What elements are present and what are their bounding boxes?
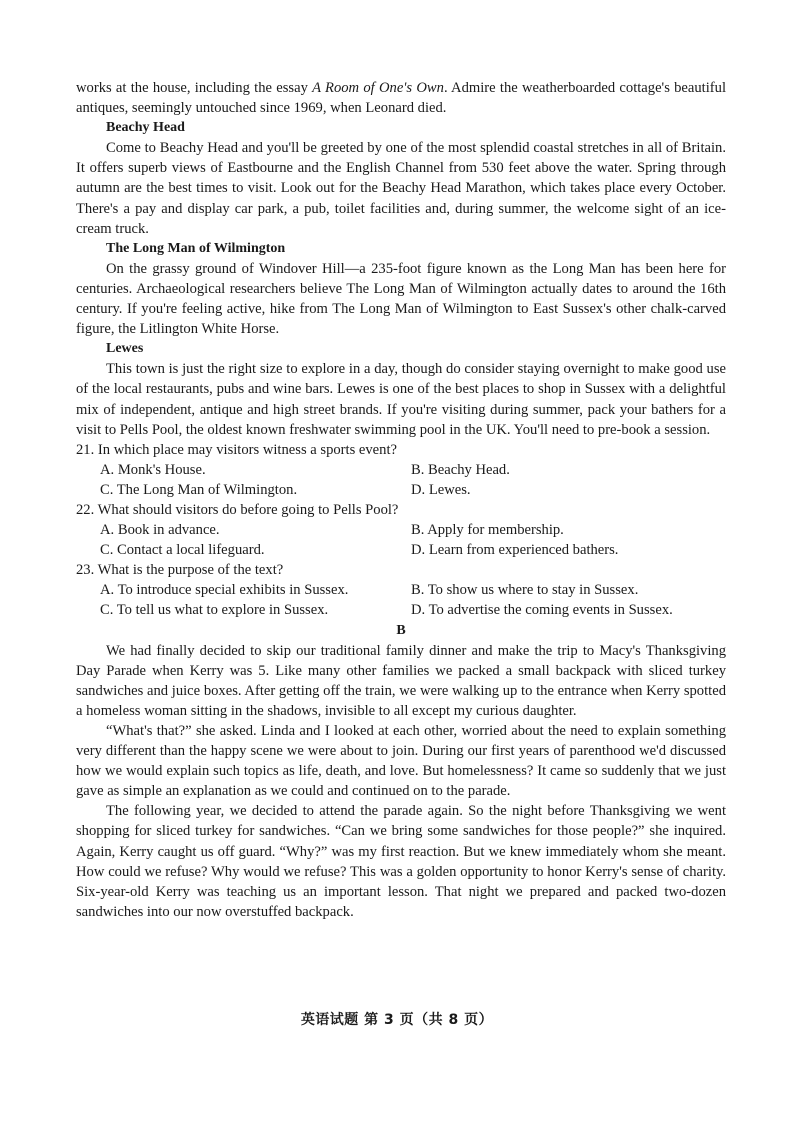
intro-text-continued: . Admire the weatherboarded cottage's beautiful antiques, seemingly untouched since 1969, when Leonard died.: [76, 80, 726, 117]
option-d[interactable]: D. To advertise the coming events in Sussex.: [411, 602, 673, 619]
option-a[interactable]: A. Monk's House.: [100, 461, 206, 478]
section-heading-long-man: The Long Man of Wilmington: [106, 240, 286, 256]
option-c[interactable]: C. The Long Man of Wilmington.: [100, 481, 298, 498]
option-d[interactable]: D. Learn from experienced bathers.: [411, 542, 619, 559]
option-b[interactable]: B. Beachy Head.: [411, 461, 510, 478]
passage-b-paragraph: We had finally decided to skip our traditional family dinner and make the trip to Macy's Thanksgiving Day Parade when Kerry was 5. Like many other families we packed a small backpack with sliced turkey sandwiches and juice boxes. After getting off the train, we were walking up to the entrance when Kerry spotted a homeless woman sitting in the shadows, invisible to all except my curious daughter.: [76, 642, 726, 719]
question-stem: 21. In which place may visitors witness a sports event?: [76, 441, 397, 458]
option-b[interactable]: B. To show us where to stay in Sussex.: [411, 582, 639, 599]
section-text-lewes: This town is just the right size to explore in a day, though do consider staying overnight to make good use of the local restaurants, pubs and wine bars. Lewes is one of the best places to shop in Sussex with a delightful mix of independent, antique and high street brands. If you're visiting during summer, pack your bathers for a visit to Pells Pool, the oldest known freshwater swimming pool in the UK. You'll need to pre-book a session.: [76, 361, 726, 438]
option-b[interactable]: B. Apply for membership.: [411, 522, 564, 539]
section-heading-lewes: Lewes: [106, 341, 144, 357]
passage-b-paragraph: “What's that?” she asked. Linda and I looked at each other, worried about the need to explain something very different than the happy scene we were about to join. During our first years of parenthood we'd discussed how we would explain such topics as life, death, and love. But homelessness? It came so suddenly that we just gave as simple an explanation as we could and continued on to the parade.: [76, 723, 726, 800]
answer-options: [76, 460, 726, 500]
page-footer: 英语试题 第 3 页（共 8 页）: [300, 1012, 494, 1028]
intro-text: works at the house, including the essay: [76, 80, 313, 96]
passage-a-intro: [76, 78, 726, 118]
question-22: [76, 500, 726, 560]
option-a[interactable]: A. Book in advance.: [100, 522, 220, 539]
option-d[interactable]: D. Lewes.: [411, 481, 471, 498]
passage-b-title: B: [396, 622, 406, 638]
passage-b-paragraph: The following year, we decided to attend the parade again. So the night before Thanksgiving we went shopping for sliced turkey for sandwiches. “Can we bring some sandwiches for those people?” she inquired. Again, Kerry caught us off guard. “Why?” was my first reaction. But we knew immediately whom she meant. How could we refuse? Why would we refuse? This was a golden opportunity to honor Kerry's sense of charity. Six-year-old Kerry was teaching us an important lesson. That night we prepared and packed two-dozen sandwiches into our now overstuffed backpack.: [76, 803, 726, 920]
essay-title: A Room of One's Own: [312, 80, 444, 96]
question-stem: 22. What should visitors do before going to Pells Pool?: [76, 501, 399, 518]
answer-options: [76, 580, 726, 620]
question-21: [76, 440, 726, 500]
option-c[interactable]: C. Contact a local lifeguard.: [100, 542, 265, 559]
question-stem: 23. What is the purpose of the text?: [76, 562, 284, 579]
section-text-long-man: On the grassy ground of Windover Hill—a 235-foot figure known as the Long Man has been here for centuries. Archaeological researchers believe The Long Man of Wilmington actually dates to around the 16th century. If you're feeling active, hike from The Long Man of Wilmington to East Sussex's other chalk-carved figure, the Litlington White Horse.: [76, 260, 726, 338]
answer-options: [76, 520, 726, 560]
question-23: [76, 560, 726, 620]
section-text-beachy-head: Come to Beachy Head and you'll be greeted by one of the most splendid coastal stretches in all of Britain. It offers superb views of Eastbourne and the English Channel from 530 feet above the water. Spring through autumn are the best times to visit. Look out for the Beachy Head Marathon, which takes place every October. There's a pay and display car park, a pub, toilet facilities and, during summer, the welcome sight of an ice-cream truck.: [76, 140, 726, 237]
section-heading-beachy-head: Beachy Head: [106, 120, 185, 136]
option-c[interactable]: C. To tell us what to explore in Sussex.: [100, 602, 329, 619]
option-a[interactable]: A. To introduce special exhibits in Sussex.: [100, 582, 349, 599]
